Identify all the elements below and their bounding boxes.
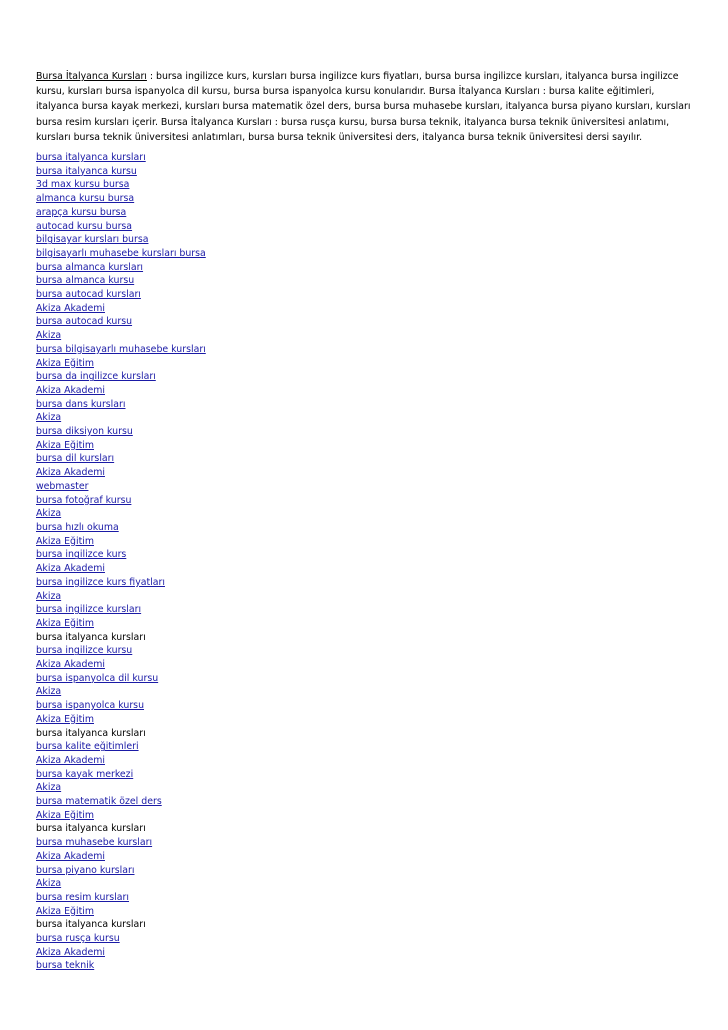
list-link[interactable]: bursa italyanca kursu [36,165,137,177]
list-link[interactable]: bursa ispanyolca kursu [36,700,145,712]
list-item [36,494,696,508]
list-link[interactable]: Akiza [36,686,62,698]
list-link[interactable]: Akiza Akademi [36,946,105,958]
list-item [36,658,696,672]
list-item [36,891,696,905]
list-text: bursa italyanca kursları [36,823,146,835]
list-link[interactable]: Akiza Akademi [36,659,105,671]
list-link[interactable]: arapça kursu bursa [36,206,127,218]
list-item [36,918,696,932]
list-item [36,795,696,809]
list-link[interactable]: bilgisayarlı muhasebe kursları bursa [36,247,206,259]
list-item [36,699,696,713]
list-item [36,946,696,960]
list-link[interactable]: almanca kursu bursa [36,193,135,205]
list-item [36,850,696,864]
intro-text: : bursa ingilizce kurs, kursları bursa ingilizce kurs fiyatları, bursa bursa ingilizce kursları, italyanca bursa ingilizce kursu, kursları bursa ispanyolca dil kursu, bursa bursa ispanyolca kursu konularıdır. Bursa İtalyanca Kursları : bursa kalite eğitimleri, italyanca bursa kayak merkezi, kursları bursa matematik özel ders, bursa bursa muhasebe kursları, italyanca bursa piyano kursları, kursları bursa resim kursları içerir. Bursa İtalyanca Kursları : bursa rusça kursu, bursa bursa teknik, italyanca bursa teknik üniversitesi anlatımı, kursları bursa teknik üniversitesi anlatımları, bursa bursa teknik üniversitesi ders, italyanca bursa teknik üniversitesi dersi sayılır. [36,71,691,143]
list-link[interactable]: Akiza Akademi [36,754,105,766]
list-link[interactable]: bursa hızlı okuma [36,521,119,533]
list-link[interactable]: bursa almanca kursu [36,275,135,287]
list-link[interactable]: bursa resim kursları [36,891,130,903]
list-item [36,685,696,699]
list-item [36,261,696,275]
list-link[interactable]: Akiza Akademi [36,563,105,575]
list-item [36,315,696,329]
list-item [36,644,696,658]
list-link[interactable]: bursa diksiyon kursu [36,426,133,438]
list-link[interactable]: bursa da ingilizce kursları [36,371,156,383]
list-item [36,165,696,179]
list-item [36,384,696,398]
list-link[interactable]: bursa almanca kursları [36,261,144,273]
list-link[interactable]: Akiza Eğitim [36,809,94,821]
list-item [36,877,696,891]
list-item [36,822,696,836]
list-link[interactable]: bursa muhasebe kursları [36,837,153,849]
list-link[interactable]: 3d max kursu bursa [36,179,130,191]
list-link[interactable]: bursa matematik özel ders [36,796,162,808]
list-link[interactable]: Akiza Eğitim [36,439,94,451]
list-item [36,548,696,562]
list-item [36,959,696,973]
list-link[interactable]: Akiza Akademi [36,384,105,396]
list-link[interactable]: bursa teknik [36,960,95,972]
list-item [36,864,696,878]
list-link[interactable]: bilgisayar kursları bursa [36,234,149,246]
list-item [36,206,696,220]
list-item [36,740,696,754]
list-link[interactable]: Akiza Akademi [36,302,105,314]
list-link[interactable]: Akiza [36,412,62,424]
list-item [36,247,696,261]
list-link[interactable]: bursa fotoğraf kursu [36,494,132,506]
list-item [36,398,696,412]
list-item [36,603,696,617]
list-link[interactable]: bursa piyano kursları [36,864,135,876]
list-link[interactable]: bursa italyanca kursları [36,152,146,163]
list-link[interactable]: Akiza [36,590,62,602]
list-link[interactable]: autocad kursu bursa [36,220,133,232]
list-item [36,507,696,521]
intro-paragraph [36,69,696,145]
list-item [36,288,696,302]
list-link[interactable]: bursa ingilizce kursları [36,604,142,616]
list-item [36,357,696,371]
list-text: bursa italyanca kursları [36,919,146,931]
list-item [36,562,696,576]
list-link[interactable]: Akiza Eğitim [36,617,94,629]
list-item [36,576,696,590]
list-link[interactable]: Akiza Akademi [36,850,105,862]
list-link[interactable]: Akiza [36,878,62,890]
list-item [36,329,696,343]
list-link[interactable]: Akiza Eğitim [36,713,94,725]
list-link[interactable]: bursa kayak merkezi [36,768,134,780]
list-item [36,836,696,850]
list-item [36,535,696,549]
list-link[interactable]: bursa bilgisayarlı muhasebe kursları [36,343,206,355]
list-item [36,178,696,192]
list-item [36,480,696,494]
intro-title-link[interactable]: Bursa İtalyanca Kursları [36,71,147,82]
list-link[interactable]: bursa kalite eğitimleri [36,741,139,753]
list-item [36,411,696,425]
link-list [36,151,696,973]
list-item [36,452,696,466]
list-item [36,233,696,247]
list-item [36,727,696,741]
list-item [36,302,696,316]
list-item [36,713,696,727]
list-link[interactable]: bursa autocad kursları [36,289,141,301]
list-link[interactable]: bursa ingilizce kurs [36,549,127,561]
list-link[interactable]: bursa autocad kursu [36,316,133,328]
list-item [36,220,696,234]
list-item [36,425,696,439]
list-link[interactable]: Akiza [36,782,62,794]
list-item [36,590,696,604]
list-item [36,672,696,686]
list-item [36,466,696,480]
list-link[interactable]: bursa ispanyolca dil kursu [36,672,159,684]
list-link[interactable]: Akiza Eğitim [36,905,94,917]
list-item [36,370,696,384]
list-item [36,274,696,288]
list-link[interactable]: bursa dil kursları [36,453,115,465]
list-item [36,768,696,782]
list-link[interactable]: bursa rusça kursu [36,933,120,945]
list-link[interactable]: bursa dans kursları [36,398,126,410]
list-item [36,631,696,645]
list-link[interactable]: webmaster [36,480,89,492]
list-link[interactable]: Akiza Akademi [36,467,105,479]
list-item [36,151,696,165]
list-link[interactable]: Akiza [36,508,62,520]
list-item [36,781,696,795]
list-item [36,617,696,631]
list-item [36,905,696,919]
list-text: bursa italyanca kursları [36,727,146,739]
list-item [36,932,696,946]
list-item [36,343,696,357]
list-item [36,521,696,535]
list-text: bursa italyanca kursları [36,631,146,643]
list-item [36,809,696,823]
list-item [36,192,696,206]
list-link[interactable]: Akiza Eğitim [36,535,94,547]
list-link[interactable]: Akiza [36,330,62,342]
list-item [36,754,696,768]
list-item [36,439,696,453]
list-link[interactable]: bursa ingilizce kursu [36,645,133,657]
list-link[interactable]: Akiza Eğitim [36,357,94,369]
list-link[interactable]: bursa ingilizce kurs fiyatları [36,576,165,588]
